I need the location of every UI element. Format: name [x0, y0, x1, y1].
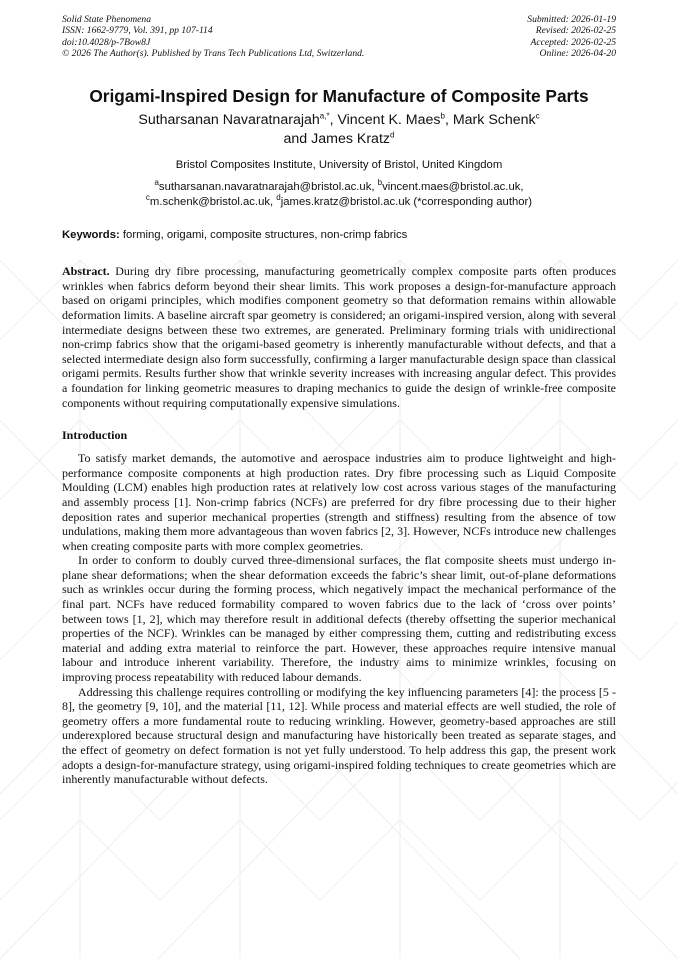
email-b[interactable]: vincent.maes@bristol.ac.uk, [382, 181, 524, 194]
revised-date: Revised: 2026-02-25 [535, 25, 616, 37]
intro-paragraph: Addressing this challenge requires controlling or modifying the key influencing parameters [4]: the process [5 - 8], the geometry [9, 10], and the material [11, 12]. While process and material effects are well studied, the role of geometry offers a more fundamental route to reducing wrinkling. However, geometry-based approaches are still underexplored because structural design and manufacturing have historically been treated as separate stages, and the effect of geometry on defect formation is not yet fully understood. To help address this gap, the present work adopts a design-for-manufacture strategy, using origami-inspired folding techniques to create geometries which are inherently manufacturable without defects. [62, 684, 616, 787]
publication-dates [527, 14, 616, 59]
journal-issn: ISSN: 1662-9779, Vol. 391, pp 107-114 [62, 25, 213, 37]
author-emails [62, 180, 616, 209]
paper-title: Origami-Inspired Design for Manufacture of Composite Parts [89, 86, 589, 107]
section-heading-introduction: Introduction [62, 428, 128, 443]
email-sup: d [276, 192, 281, 202]
keywords-text: forming, origami, composite structures, non-crimp fabrics [119, 229, 408, 242]
email-d[interactable]: james.kratz@bristol.ac.uk (*corresponding author) [280, 195, 533, 208]
doi[interactable]: doi:10.4028/p-7Bow8J [62, 36, 151, 48]
email-line-2 [62, 192, 616, 210]
abstract [62, 264, 616, 410]
journal-info [62, 14, 364, 59]
author-sup: c [535, 111, 540, 121]
author-list [62, 111, 616, 149]
journal-name: Solid State Phenomena [62, 14, 151, 25]
author-name: Mark Schenk [452, 112, 536, 129]
email-sup: b [377, 178, 383, 188]
email-a[interactable]: sutharsanan.navaratnarajah@bristol.ac.uk, [158, 181, 378, 194]
abstract-text: During dry fibre processing, manufacturing geometrically complex composite parts often produces wrinkles when fabrics deform beyond their shear limits. This work proposes a design-for-manufacture approach based on origami principles, which modifies component geometry so that deformation remains within allowable deformation limits. A baseline aircraft spar geometry is considered; an origami-inspired version, along with several intermediate designs between these two extremes, are generated. Preliminary forming trials with unidirectional non-crimp fabrics show that the origami-based geometry is inherently manufacturable without defects, and that a selected intermediate design also form successfully, confirming a larger manufacturable design space than classical origami permits. Results further show that wrinkle severity increases with increasing angular defect. This provides a foundation for linking geometric measures to draping mechanics to guide the design of wrinkle-free composite components without requiring computationally expensive simulations. [62, 264, 616, 410]
author-sup: a,* [319, 111, 330, 121]
author-separator: , [329, 112, 338, 129]
abstract-label: Abstract. [62, 264, 110, 279]
online-date: Online: 2026-04-20 [539, 47, 616, 59]
author-separator: , [444, 112, 453, 129]
intro-paragraph: To satisfy market demands, the automotive and aerospace industries aim to produce lightweight and high-performance composite components at high production rates. Dry fibre processing such as Liquid Composite Moulding (LCM) enables high production rates at relatively low cost across various stages of the manufacturing and assembly process [1]. Non-crimp fabrics (NCFs) are preferred for dry fibre processing due to their higher deposition rates and superior mechanical properties (strength and stiffness) resulting from the absence of tow undulations, making them more advantageous than woven fabrics [2, 3]. However, NCFs introduce new challenges when creating composite parts with more complex geometries. [62, 451, 616, 553]
publication-header [62, 14, 616, 59]
introduction-body [62, 451, 616, 787]
author-line-2 [62, 130, 616, 149]
keywords [62, 228, 616, 242]
copyright: © 2026 The Author(s). Published by Trans Tech Publications Ltd, Switzerland. [62, 47, 365, 59]
submitted-date: Submitted: 2026-01-19 [527, 14, 616, 25]
author-sup: b [440, 111, 445, 121]
author-line-1 [62, 111, 616, 130]
accepted-date: Accepted: 2026-02-25 [530, 36, 616, 48]
email-c[interactable]: m.schenk@bristol.ac.uk, [149, 195, 277, 208]
email-sup: a [154, 178, 159, 188]
email-sup: c [145, 192, 150, 202]
intro-paragraph: In order to conform to doubly curved three-dimensional surfaces, the flat composite sheets must undergo in-plane shear deformations; when the shear deformation exceeds the fabric’s shear limit, out-of-plane deformations such as wrinkles occur during the forming process, which negatively impact the mechanical performance of the final part. NCFs have reduced formability compared to woven fabrics due to the lack of ‘cross over points’ between tows [1, 2], which may therefore result in additional defects (thereby offsetting the superior mechanical properties of the NCF). Wrinkles can be managed by either compressing them, cutting and redistributing excess material and adding extra material to reinforce the part. However, these approaches require intensive manual labour and introduce inherent variability. Therefore, the industry aims to minimize wrinkles, focusing on improving process repeatability with reduced labour demands. [62, 553, 616, 685]
paper-page [62, 14, 616, 787]
author-sup: d [390, 130, 395, 140]
keywords-label: Keywords: [62, 229, 120, 242]
affiliation: Bristol Composites Institute, University of Bristol, United Kingdom [175, 159, 503, 172]
author-name: and James Kratz [283, 131, 390, 148]
author-name: Vincent K. Maes [337, 112, 441, 129]
author-name: Sutharsanan Navaratnarajah [138, 112, 320, 129]
